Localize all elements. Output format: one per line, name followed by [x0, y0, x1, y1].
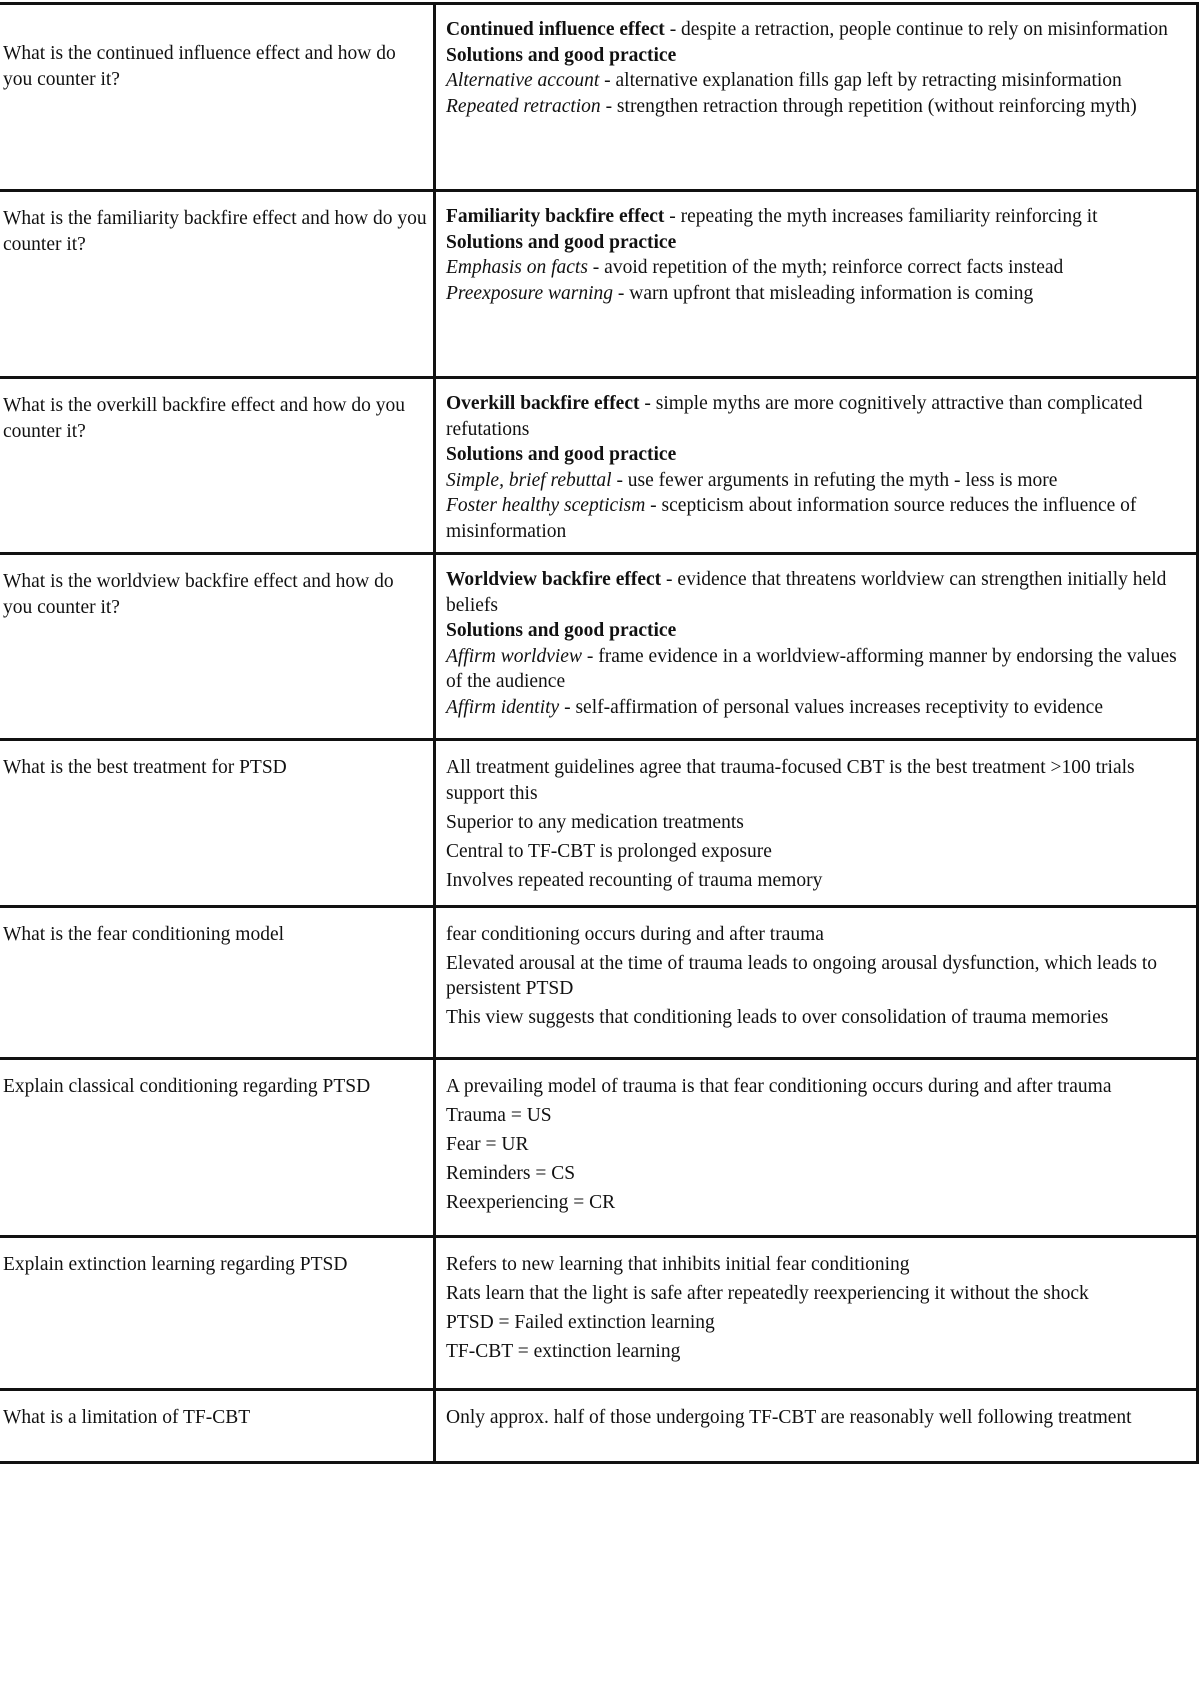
- question-cell: [0, 1236, 435, 1389]
- answer-cell: [435, 740, 1198, 907]
- table-row: [0, 378, 1198, 554]
- answer-line: This view suggests that conditioning leads to over consolidation of trauma memories: [446, 1007, 1109, 1028]
- answer-line: [446, 695, 1186, 721]
- solution-label: Alternative account: [446, 70, 600, 91]
- term-label: Familiarity backfire effect: [446, 206, 665, 227]
- question-text: What is the familiarity backfire effect and how do you counter it?: [3, 208, 427, 255]
- answer-line: [446, 644, 1186, 695]
- answer-cell: [435, 4, 1198, 191]
- answer-line: [446, 493, 1186, 544]
- answer-line: Fear = UR: [446, 1133, 529, 1155]
- solution-text: - self-affirmation of personal values increases receptivity to evidence: [559, 696, 1103, 718]
- answer-line: [446, 468, 1186, 494]
- term-label: Overkill backfire effect: [446, 393, 640, 414]
- table-row: [0, 1389, 1198, 1462]
- answer-line: PTSD = Failed extinction learning: [446, 1311, 715, 1333]
- question-cell: [0, 378, 435, 554]
- answer-line: [446, 255, 1186, 281]
- answer-line: [446, 68, 1186, 94]
- question-text: What is the best treatment for PTSD: [3, 757, 287, 778]
- table-row: [0, 191, 1198, 378]
- answer-line: Only approx. half of those undergoing TF-CBT are reasonably well following treatment: [446, 1406, 1132, 1428]
- answer-cell: [435, 906, 1198, 1058]
- question-text: What is the continued influence effect and how do you counter it?: [3, 43, 396, 90]
- solutions-heading: Solutions and good practice: [446, 620, 677, 641]
- answer-line: TF-CBT = extinction learning: [446, 1340, 681, 1362]
- table-row: [0, 1236, 1198, 1389]
- solution-label: Repeated retraction: [446, 95, 601, 117]
- question-cell: [0, 906, 435, 1058]
- solution-text: - warn upfront that misleading information is coming: [613, 282, 1034, 304]
- answer-line: [446, 281, 1186, 307]
- answer-line: [446, 94, 1186, 120]
- answer-line: Reminders = CS: [446, 1162, 576, 1184]
- question-cell: [0, 1058, 435, 1236]
- answer-line: A prevailing model of trauma is that fear conditioning occurs during and after trauma: [446, 1075, 1112, 1097]
- question-cell: [0, 191, 435, 378]
- solutions-heading: Solutions and good practice: [446, 444, 677, 465]
- answer-cell: [435, 1389, 1198, 1462]
- answer-line: [446, 567, 1186, 618]
- solutions-heading: Solutions and good practice: [446, 44, 677, 66]
- table-row: [0, 906, 1198, 1058]
- question-text: Explain extinction learning regarding PTSD: [3, 1253, 348, 1275]
- question-cell: [0, 4, 435, 191]
- question-text: What is a limitation of TF-CBT: [3, 1406, 251, 1428]
- solution-text: - avoid repetition of the myth; reinforce correct facts instead: [587, 257, 1064, 278]
- solution-label: Affirm worldview: [446, 645, 582, 667]
- question-text: Explain classical conditioning regarding PTSD: [3, 1075, 371, 1097]
- answer-line: Trauma = US: [446, 1104, 552, 1126]
- answer-line: [446, 204, 1186, 230]
- answer-cell: [435, 1058, 1198, 1236]
- answer-cell: [435, 191, 1198, 378]
- solution-text: - use fewer arguments in refuting the myth - less is more: [611, 469, 1058, 491]
- answer-line: Rats learn that the light is safe after repeatedly reexperiencing it without the shock: [446, 1282, 1089, 1304]
- answer-line: Refers to new learning that inhibits initial fear conditioning: [446, 1253, 910, 1275]
- answer-line: All treatment guidelines agree that trauma-focused CBT is the best treatment >100 trials support this: [446, 757, 1135, 804]
- question-cell: [0, 554, 435, 740]
- answer-line: [446, 391, 1186, 442]
- answer-line: Involves repeated recounting of trauma memory: [446, 869, 823, 891]
- term-definition: - despite a retraction, people continue to rely on misinformation: [664, 19, 1168, 40]
- term-label: Worldview backfire effect: [446, 569, 662, 590]
- term-definition: - simple myths are more cognitively attractive than complicated refutations: [446, 393, 1143, 440]
- table-row: [0, 740, 1198, 907]
- solution-label: Preexposure warning: [446, 282, 613, 304]
- answer-line: Reexperiencing = CR: [446, 1191, 616, 1213]
- answer-cell: [435, 378, 1198, 554]
- answer-line: Central to TF-CBT is prolonged exposure: [446, 840, 772, 862]
- answer-cell: [435, 1236, 1198, 1389]
- solution-text: - alternative explanation fills gap left by retracting misinformation: [599, 70, 1122, 91]
- table-row: [0, 554, 1198, 740]
- answer-line: Elevated arousal at the time of trauma leads to ongoing arousal dysfunction, which leads to persistent PTSD: [446, 952, 1158, 999]
- question-cell: [0, 740, 435, 907]
- term-label: Continued influence effect: [446, 19, 665, 40]
- solution-label: Simple, brief rebuttal: [446, 469, 612, 491]
- answer-line: fear conditioning occurs during and after trauma: [446, 923, 824, 945]
- solution-text: - frame evidence in a worldview-afforming manner by endorsing the values of the audience: [446, 645, 1177, 692]
- answer-line: Superior to any medication treatments: [446, 811, 744, 833]
- solution-label: Affirm identity: [446, 696, 560, 718]
- solutions-heading: Solutions and good practice: [446, 231, 677, 253]
- table-row: [0, 4, 1198, 191]
- question-cell: [0, 1389, 435, 1462]
- question-text: What is the overkill backfire effect and how do you counter it?: [3, 395, 405, 442]
- flashcard-table: [0, 2, 1199, 1464]
- solution-label: Emphasis on facts: [446, 257, 588, 278]
- question-text: What is the worldview backfire effect and how do you counter it?: [3, 571, 394, 618]
- answer-cell: [435, 554, 1198, 740]
- solution-label: Foster healthy scepticism: [446, 495, 646, 516]
- table-row: [0, 1058, 1198, 1236]
- solution-text: - strengthen retraction through repetition (without reinforcing myth): [600, 95, 1137, 117]
- question-text: What is the fear conditioning model: [3, 923, 285, 945]
- term-definition: - evidence that threatens worldview can strengthen initially held beliefs: [446, 569, 1167, 616]
- term-definition: - repeating the myth increases familiarity reinforcing it: [664, 206, 1098, 227]
- solution-text: - scepticism about information source reduces the influence of misinformation: [446, 495, 1137, 542]
- answer-line: [446, 17, 1186, 43]
